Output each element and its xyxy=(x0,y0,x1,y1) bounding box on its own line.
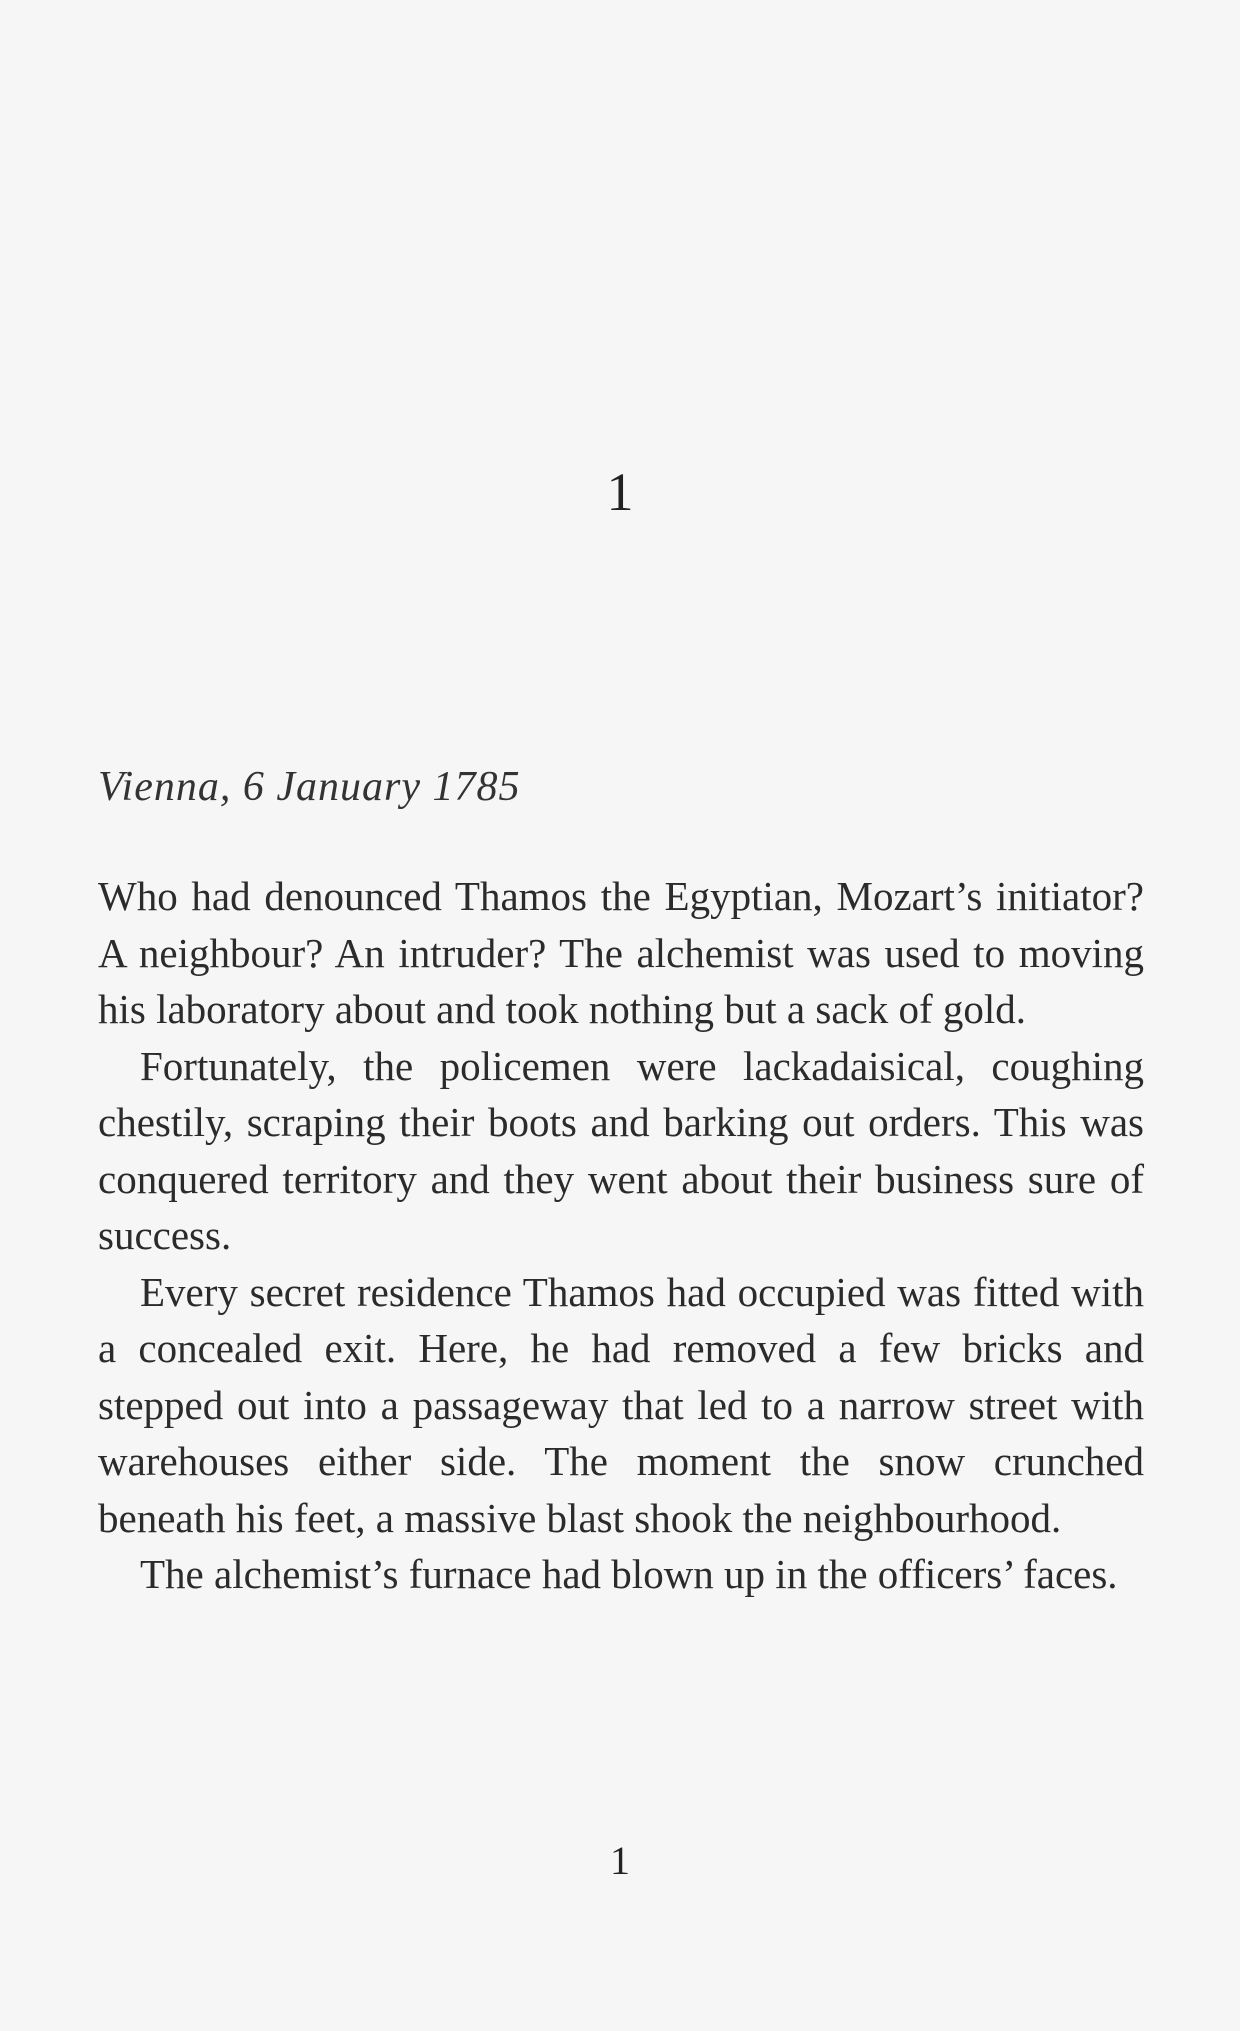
dateline: Vienna, 6 January 1785 xyxy=(98,764,521,810)
paragraph: The alchemist’s furnace had blown up in the officers’ faces. xyxy=(140,1551,1118,1597)
page-number: 1 xyxy=(610,1838,630,1883)
chapter-body xyxy=(98,868,1144,1603)
paragraph: Fortunately, the policemen were lackadaisical, coughing chestily, scraping their boots and barking out orders. This was conquered territory and they went about their business sure of success. xyxy=(98,1042,1144,1258)
chapter-number: 1 xyxy=(606,462,634,522)
paragraph: Every secret residence Thamos had occupied was fitted with a concealed exit. Here, he had removed a few bricks and stepped out into a passageway that led to a narrow street with warehouses either side. The moment the snow crunched beneath his feet, a massive blast shook the neighbourhood. xyxy=(98,1268,1144,1541)
paragraph: Who had denounced Thamos the Egyptian, Mozart’s initiator? A neighbour? An intruder? The alchemist was used to moving his laboratory about and took nothing but a sack of gold. xyxy=(98,873,1144,1032)
